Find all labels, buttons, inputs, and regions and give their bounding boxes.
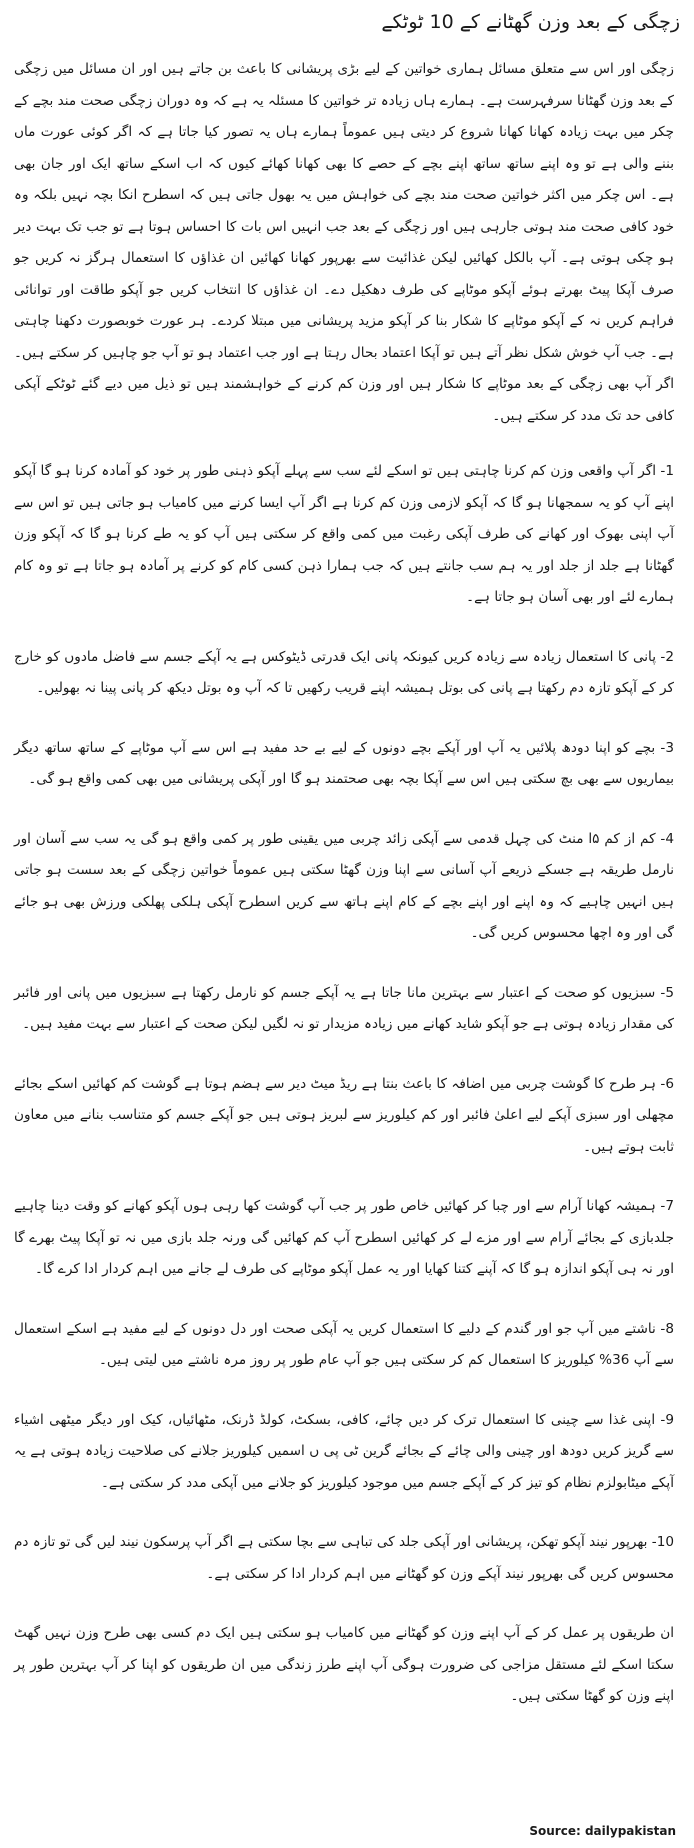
article-title: زچگی کے بعد وزن گھٹانے کے 10 ٹوٹکے [381, 11, 680, 33]
tip-3-paragraph: 3- بچے کو اپنا دودھ پلائیں یہ آپ اور آپکے بچے دونوں کے لیے بے حد مفید ہے اس سے آپ موٹاپے کے ساتھ ساتھ دیگر بیماریوں سے بھی بچ سکتی ہیں اس سے آپکا بچہ بھی صحتمند ہو گا اور آپکی پریشانی میں بھی کمی واقع ہو گی۔ [14, 739, 674, 787]
source-credit: Source: dailypakistan [529, 1824, 676, 1838]
tip-4-paragraph: 4- کم از کم ۵ا منٹ کی چہل قدمی سے آپکی زائد چربی میں یقینی طور پر کمی واقع ہو گی یہ سب سے آسان اور نارمل طریقہ ہے جسکے ذریعے آپ آسانی سے اپنا وزن گھٹا سکتی ہیں عموماً خواتین زچگی کے بعد سست ہو جاتی ہیں انہیں چاہیے کہ وہ اپنے اور اپنے بچے کے کام اپنے ہاتھ سے کریں اسطرح آپکی ہلکی پھلکی ورزش بھی ہو جائے گی اور وہ اچھا محسوس کریں گی۔ [14, 830, 674, 941]
tip-5-paragraph: 5- سبزیوں کو صحت کے اعتبار سے بہترین مانا جاتا ہے یہ آپکے جسم کو نارمل رکھتا ہے سبزیوں میں پانی اور فائبر کی مقدار زیادہ ہوتی ہے جو آپکو شاید کھانے میں زیادہ مزیدار تو نہ لگیں لیکن صحت کے اعتبار سے بہت مفید ہیں۔ [14, 984, 674, 1032]
tip-7-paragraph: 7- ہمیشہ کھانا آرام سے اور چبا کر کھائیں خاص طور پر جب آپ گوشت کھا رہی ہوں آپکو کھانے کو وقت دینا چاہیے جلدبازی کے بجائے آرام سے اور مزے لے کر کھائیں اسطرح آپ کم کھائیں گی ورنہ جلد بازی میں نہ تو آپکا پیٹ بھرے گا اور نہ ہی آپکو اندازہ ہو گا کہ آپنے کتنا کھایا اور یہ عمل آپکو موٹاپے کی طرف لے جانے میں اہم کردار ادا کرے گا۔ [14, 1198, 674, 1277]
tip-9-paragraph: 9- اپنی غذا سے چینی کا استعمال ترک کر دیں چائے، کافی، بسکٹ، کولڈ ڈرنک، مٹھائیاں، کیک اور دیگر میٹھی اشیاء سے گریز کریں دودھ اور چینی والی چائے کے بجائے گرین ٹی پی ں اسمیں کیلوریز جلانے کی صلاحیت زیادہ ہوتی ہے یہ آپکے میٹابولزم نظام کو تیز کر کے آپکے جسم میں موجود کیلوریز کو جلانے میں آپکی مدد کر سکتی ہے۔ [14, 1411, 674, 1491]
tip-2-paragraph: 2- پانی کا استعمال زیادہ سے زیادہ کریں کیونکہ پانی ایک قدرتی ڈیٹوکس ہے یہ آپکے جسم سے فاضل مادوں کو خارج کر کے آپکو تازہ دم رکھتا ہے پانی کی بوتل ہمیشہ اپنے قریب رکھیں تا کہ آپ وہ بوتل دیکھ کر پانی پینا نہ بھولیں۔ [14, 648, 674, 696]
tip-6-paragraph: 6- ہر طرح کا گوشت چربی میں اضافہ کا باعث بنتا ہے ریڈ میٹ دیر سے ہضم ہوتا ہے گوشت کم کھائیں اسکے بجائے مچھلی اور سبزی آپکے لیے اعلیٰ فائبر اور کم کیلوریز سے لبریز ہوتی ہیں جو آپکے جسم کو متناسب بنانے میں معاون ثابت ہوتے ہیں۔ [14, 1075, 674, 1155]
conclusion-paragraph: ان طریقوں پر عمل کر کے آپ اپنے وزن کو گھٹانے میں کامیاب ہو سکتی ہیں ایک دم کسی بھی طرح وزن نہیں گھٹ سکتا اسکے لئے مستقل مزاجی کی ضرورت ہوگی آپ اپنے طرز زندگی میں ان طریقوں کو اپنا کر آپ بہترین طور پر اپنے وزن کو گھٹا سکتی ہیں۔ [14, 1625, 674, 1704]
article-body [14, 54, 674, 1741]
intro-paragraph: زچگی اور اس سے متعلق مسائل ہماری خواتین کے لیے بڑی پریشانی کا باعث بن جاتے ہیں اور ان مسائل میں زچگی کے بعد وزن گھٹانا سرفہرست ہے۔ ہمارے ہاں زیادہ تر خواتین کا مسئلہ یہ ہے کہ وہ دوران زچگی صحت مند بچے کے چکر میں بہت زیادہ کھانا کھانا شروع کر دیتی ہیں عموماً ہمارے ہاں یہ تصور کیا جاتا ہے کہ اگر کوئی عورت ماں بننے والی ہے تو وہ اپنے ساتھ ساتھ اپنے بچے کے حصے کا بھی کھانا کھائے کیوں کہ اب اسکے ساتھ ایک اور جان بھی ہے۔ اس چکر میں اکثر خواتین صحت مند بچے کی خواہش میں یہ بھول جاتی ہیں کہ اسطرح انکا بچہ نہیں بلکہ وہ خود کافی صحت مند ہوتی جارہی ہیں اور زچگی کے بعد جب انہیں اس بات کا احساس ہوتا ہے تو جب تک بہت دیر ہو چکی ہوتی ہے۔ آپ بالکل کھائیں لیکن غذائیت سے بھرپور کھانا کھائیں ان غذاؤں کا استعمال ہرگز نہ کریں جو صرف آپکا پیٹ بھرتے ہوئے آپکو موٹاپے کی طرف دھکیل دے۔ ان غذاؤں کا انتخاب کریں جو آپکو طاقت اور توانائی فراہم کریں نہ کے آپکو موٹاپے کا شکار بنا کر آپکو مزید پریشانی میں مبتلا کردے۔ ہر عورت خوبصورت دکھنا چاہتی ہے۔ جب آپ خوش شکل نظر آتے ہیں تو آپکا اعتماد بحال رہتا ہے اور جب اعتماد ہو تو آپ جو چاہیں کر سکتے ہیں۔ اگر آپ بھی زچگی کے بعد موٹاپے کا شکار ہیں اور وزن کم کرنے کے خواہشمند ہیں تو ذیل میں دیے گئے ٹوٹکے آپکی کافی حد تک مدد کر سکتے ہیں۔ [14, 61, 674, 424]
tip-10-paragraph: 10- بھرپور نیند آپکو تھکن، پریشانی اور آپکی جلد کی تباہی سے بچا سکتی ہے اگر آپ پرسکون نیند لیں گی تو تازہ دم محسوس کریں گی بھرپور نیند آپکے وزن کو گھٹانے میں اہم کردار ادا کر سکتی ہے۔ [13, 1534, 674, 1582]
tip-1-paragraph: 1- اگر آپ واقعی وزن کم کرنا چاہتی ہیں تو اسکے لئے سب سے پہلے آپکو ذہنی طور پر خود کو آمادہ کرنا ہو گا آپکو اپنے آپ کو یہ سمجھانا ہو گا کہ آپکو لازمی وزن کم کرنا ہے اگر آپ ایسا کرنے میں کامیاب ہو جاتی ہیں تو اس سے آپ اپنی بھوک اور کھانے کی طرف آپکی رغبت میں کمی واقع کر سکتی ہیں آپ کو یہ طے کرنا ہو گا کہ آپکو وزن گھٹانا ہے جلد از جلد اور یہ ہم سب جانتے ہیں کہ جب ہمارا ذہن کسی کام کو کرنے پر آمادہ ہو جاتا ہے تو وہ کام ہمارے لئے اور بھی آسان ہو جاتا ہے۔ [14, 463, 674, 605]
tip-8-paragraph: 8- ناشتے میں آپ جو اور گندم کے دلیے کا استعمال کریں یہ آپکی صحت اور دل دونوں کے لیے مفید ہے اسکے استعمال سے آپ 36% کیلوریز کا استعمال کم کر سکتی ہیں جو آپ عام طور پر روز مرہ ناشتے میں لیتی ہیں۔ [14, 1320, 674, 1368]
